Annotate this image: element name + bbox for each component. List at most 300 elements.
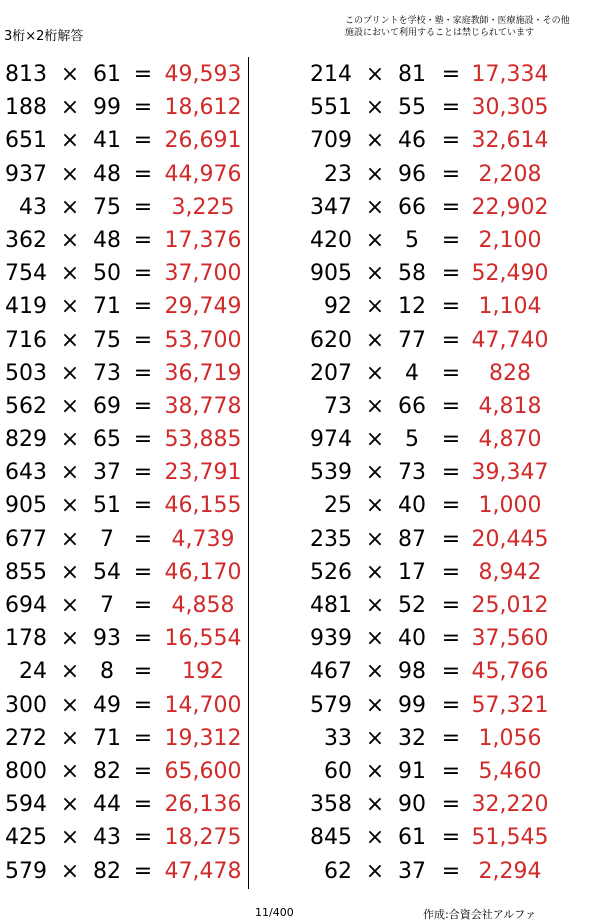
problem-row bbox=[305, 256, 605, 289]
times-sign: × bbox=[365, 659, 385, 685]
equals-sign: = bbox=[441, 261, 461, 287]
multiplier: 46 bbox=[398, 128, 426, 154]
problem-row bbox=[0, 190, 300, 223]
answer: 44,976 bbox=[164, 161, 242, 187]
multiplicand: 73 bbox=[324, 393, 352, 419]
answer: 4,818 bbox=[478, 393, 542, 419]
answer: 32,220 bbox=[471, 792, 549, 818]
equals-sign: = bbox=[441, 62, 461, 87]
answer: 38,778 bbox=[164, 393, 242, 419]
problem-row bbox=[0, 555, 300, 588]
multiplier: 69 bbox=[93, 393, 121, 419]
multiplicand: 974 bbox=[310, 427, 352, 453]
problem-row bbox=[305, 190, 605, 223]
answer: 4,739 bbox=[171, 526, 235, 552]
times-sign: × bbox=[60, 294, 80, 320]
times-sign: × bbox=[60, 758, 80, 784]
multiplicand: 419 bbox=[5, 294, 47, 320]
equals-sign: = bbox=[133, 294, 153, 320]
equals-sign: = bbox=[133, 95, 153, 121]
multiplicand: 562 bbox=[5, 393, 47, 419]
equals-sign: = bbox=[133, 261, 153, 287]
answer: 1,000 bbox=[478, 493, 542, 519]
multiplier: 99 bbox=[398, 692, 426, 718]
equals-sign: = bbox=[133, 128, 153, 154]
multiplicand: 905 bbox=[310, 261, 352, 287]
multiplier: 43 bbox=[93, 825, 121, 851]
equals-sign: = bbox=[441, 161, 461, 187]
multiplier: 51 bbox=[93, 493, 121, 519]
multiplicand: 300 bbox=[5, 692, 47, 718]
answer: 19,312 bbox=[164, 725, 242, 751]
times-sign: × bbox=[365, 758, 385, 784]
times-sign: × bbox=[60, 725, 80, 751]
multiplicand: 716 bbox=[5, 327, 47, 353]
multiplier: 12 bbox=[398, 294, 426, 320]
times-sign: × bbox=[365, 95, 385, 121]
answer: 39,347 bbox=[471, 460, 549, 486]
answer: 65,600 bbox=[164, 758, 242, 784]
times-sign: × bbox=[60, 128, 80, 154]
multiplicand: 855 bbox=[5, 559, 47, 585]
multiplier: 50 bbox=[93, 261, 121, 287]
times-sign: × bbox=[60, 227, 80, 253]
problem-row bbox=[0, 223, 300, 256]
equals-sign: = bbox=[133, 227, 153, 253]
problem-row bbox=[0, 422, 300, 455]
answer: 47,478 bbox=[164, 858, 242, 884]
answer: 47,740 bbox=[471, 327, 549, 353]
multiplicand: 481 bbox=[310, 593, 352, 618]
multiplier: 61 bbox=[398, 825, 426, 851]
answer: 4,870 bbox=[478, 427, 542, 453]
multiplicand: 551 bbox=[310, 95, 352, 121]
multiplier: 71 bbox=[93, 294, 121, 320]
multiplicand: 235 bbox=[310, 526, 352, 552]
times-sign: × bbox=[60, 825, 80, 851]
multiplier: 75 bbox=[93, 327, 121, 353]
answer: 2,294 bbox=[478, 858, 542, 884]
answer: 16,554 bbox=[164, 626, 242, 652]
equals-sign: = bbox=[441, 427, 461, 453]
equals-sign: = bbox=[441, 294, 461, 320]
multiplier: 87 bbox=[398, 526, 426, 552]
answer: 4,858 bbox=[171, 593, 235, 618]
multiplier: 75 bbox=[93, 194, 121, 220]
times-sign: × bbox=[60, 427, 80, 453]
times-sign: × bbox=[365, 128, 385, 154]
multiplier: 7 bbox=[100, 526, 114, 552]
equals-sign: = bbox=[133, 526, 153, 552]
multiplier: 5 bbox=[405, 427, 419, 453]
multiplier: 65 bbox=[93, 427, 121, 453]
times-sign: × bbox=[365, 294, 385, 320]
multiplicand: 23 bbox=[324, 161, 352, 187]
times-sign: × bbox=[365, 427, 385, 453]
multiplier: 91 bbox=[398, 758, 426, 784]
usage-notice-line: このプリントを学校・塾・家庭教師・医療施設・その他 bbox=[345, 16, 570, 26]
author-credit: 作成:合資会社アルファ bbox=[423, 908, 537, 921]
equals-sign: = bbox=[133, 194, 153, 220]
multiplicand: 643 bbox=[5, 460, 47, 486]
equals-sign: = bbox=[441, 327, 461, 353]
equals-sign: = bbox=[133, 327, 153, 353]
answer: 37,560 bbox=[471, 626, 549, 652]
multiplicand: 207 bbox=[310, 360, 352, 386]
problem-row bbox=[305, 455, 605, 488]
multiplicand: 579 bbox=[5, 858, 47, 884]
equals-sign: = bbox=[133, 758, 153, 784]
times-sign: × bbox=[60, 526, 80, 552]
problem-row bbox=[0, 256, 300, 289]
multiplicand: 33 bbox=[324, 725, 352, 751]
multiplier: 37 bbox=[93, 460, 121, 486]
multiplicand: 420 bbox=[310, 227, 352, 253]
times-sign: × bbox=[365, 393, 385, 419]
problem-row bbox=[0, 787, 300, 820]
equals-sign: = bbox=[441, 626, 461, 652]
equals-sign: = bbox=[441, 95, 461, 121]
problem-row bbox=[0, 854, 300, 887]
problem-row bbox=[305, 555, 605, 588]
problem-row bbox=[305, 522, 605, 555]
times-sign: × bbox=[365, 792, 385, 818]
multiplicand: 800 bbox=[5, 758, 47, 784]
answer: 1,056 bbox=[478, 725, 542, 751]
times-sign: × bbox=[60, 261, 80, 287]
equals-sign: = bbox=[441, 493, 461, 519]
times-sign: × bbox=[365, 261, 385, 287]
equals-sign: = bbox=[441, 360, 461, 386]
problem-row bbox=[305, 90, 605, 123]
equals-sign: = bbox=[441, 792, 461, 818]
multiplier: 17 bbox=[398, 559, 426, 585]
multiplicand: 579 bbox=[310, 692, 352, 718]
times-sign: × bbox=[365, 161, 385, 187]
problem-row bbox=[0, 356, 300, 389]
problem-row bbox=[305, 422, 605, 455]
answer: 2,208 bbox=[478, 161, 542, 187]
left-problem-column bbox=[0, 57, 300, 887]
multiplicand: 539 bbox=[310, 460, 352, 486]
multiplier: 41 bbox=[93, 128, 121, 154]
equals-sign: = bbox=[441, 825, 461, 851]
multiplicand: 467 bbox=[310, 659, 352, 685]
answer: 25,012 bbox=[471, 593, 549, 618]
multiplicand: 425 bbox=[5, 825, 47, 851]
equals-sign: = bbox=[441, 460, 461, 486]
times-sign: × bbox=[60, 62, 80, 87]
equals-sign: = bbox=[133, 559, 153, 585]
equals-sign: = bbox=[441, 758, 461, 784]
equals-sign: = bbox=[133, 62, 153, 87]
multiplier: 66 bbox=[398, 393, 426, 419]
equals-sign: = bbox=[133, 593, 153, 618]
page-number: 11/400 bbox=[255, 906, 294, 919]
answer: 30,305 bbox=[471, 95, 549, 121]
answer: 22,902 bbox=[471, 194, 549, 220]
multiplicand: 60 bbox=[324, 758, 352, 784]
multiplier: 71 bbox=[93, 725, 121, 751]
answer: 53,700 bbox=[164, 327, 242, 353]
multiplier: 82 bbox=[93, 858, 121, 884]
equals-sign: = bbox=[133, 460, 153, 486]
multiplicand: 813 bbox=[5, 62, 47, 87]
multiplier: 73 bbox=[93, 360, 121, 386]
equals-sign: = bbox=[441, 593, 461, 618]
problem-row bbox=[305, 588, 605, 621]
times-sign: × bbox=[60, 161, 80, 187]
times-sign: × bbox=[365, 194, 385, 220]
answer: 51,545 bbox=[471, 825, 549, 851]
multiplier: 54 bbox=[93, 559, 121, 585]
multiplier: 8 bbox=[100, 659, 114, 685]
multiplier: 32 bbox=[398, 725, 426, 751]
equals-sign: = bbox=[133, 825, 153, 851]
multiplier: 5 bbox=[405, 227, 419, 253]
times-sign: × bbox=[60, 792, 80, 818]
times-sign: × bbox=[365, 493, 385, 519]
equals-sign: = bbox=[133, 792, 153, 818]
problem-row bbox=[305, 123, 605, 156]
problem-row bbox=[0, 654, 300, 687]
equals-sign: = bbox=[441, 526, 461, 552]
equals-sign: = bbox=[441, 725, 461, 751]
times-sign: × bbox=[365, 460, 385, 486]
equals-sign: = bbox=[441, 659, 461, 685]
times-sign: × bbox=[365, 559, 385, 585]
equals-sign: = bbox=[133, 692, 153, 718]
equals-sign: = bbox=[441, 692, 461, 718]
problem-row bbox=[0, 90, 300, 123]
equals-sign: = bbox=[133, 427, 153, 453]
equals-sign: = bbox=[133, 659, 153, 685]
multiplier: 61 bbox=[93, 62, 121, 87]
times-sign: × bbox=[60, 327, 80, 353]
multiplicand: 829 bbox=[5, 427, 47, 453]
problem-row bbox=[305, 654, 605, 687]
problem-row bbox=[305, 721, 605, 754]
times-sign: × bbox=[365, 725, 385, 751]
problem-row bbox=[0, 721, 300, 754]
multiplicand: 43 bbox=[19, 194, 47, 220]
equals-sign: = bbox=[133, 393, 153, 419]
multiplicand: 905 bbox=[5, 493, 47, 519]
answer: 5,460 bbox=[478, 758, 542, 784]
multiplier: 58 bbox=[398, 261, 426, 287]
equals-sign: = bbox=[133, 725, 153, 751]
equals-sign: = bbox=[441, 559, 461, 585]
multiplier: 4 bbox=[405, 360, 419, 386]
multiplier: 93 bbox=[93, 626, 121, 652]
times-sign: × bbox=[365, 327, 385, 353]
problem-row bbox=[0, 688, 300, 721]
times-sign: × bbox=[365, 227, 385, 253]
right-problem-column bbox=[305, 57, 605, 887]
usage-notice-line: 施設において利用することは禁じられています bbox=[345, 28, 535, 38]
times-sign: × bbox=[365, 626, 385, 652]
multiplicand: 92 bbox=[324, 294, 352, 320]
times-sign: × bbox=[365, 526, 385, 552]
answer: 45,766 bbox=[471, 659, 549, 685]
problem-row bbox=[305, 356, 605, 389]
problem-row bbox=[0, 123, 300, 156]
problem-row bbox=[0, 820, 300, 853]
multiplier: 48 bbox=[93, 227, 121, 253]
answer: 828 bbox=[489, 360, 531, 386]
answer: 2,100 bbox=[478, 227, 542, 253]
times-sign: × bbox=[60, 692, 80, 718]
answer: 46,170 bbox=[164, 559, 242, 585]
multiplicand: 62 bbox=[324, 858, 352, 884]
problem-row bbox=[305, 389, 605, 422]
answer: 20,445 bbox=[471, 526, 549, 552]
answer: 8,942 bbox=[478, 559, 542, 585]
answer: 57,321 bbox=[471, 692, 549, 718]
multiplicand: 188 bbox=[5, 95, 47, 121]
multiplier: 96 bbox=[398, 161, 426, 187]
problem-row bbox=[305, 854, 605, 887]
problem-row bbox=[0, 289, 300, 322]
problem-row bbox=[0, 323, 300, 356]
multiplicand: 594 bbox=[5, 792, 47, 818]
problem-row bbox=[305, 57, 605, 90]
times-sign: × bbox=[60, 858, 80, 884]
problem-row bbox=[0, 754, 300, 787]
answer: 37,700 bbox=[164, 261, 242, 287]
multiplier: 82 bbox=[93, 758, 121, 784]
times-sign: × bbox=[365, 62, 385, 87]
multiplicand: 178 bbox=[5, 626, 47, 652]
answer: 17,376 bbox=[164, 227, 242, 253]
problem-row bbox=[305, 820, 605, 853]
problem-row bbox=[305, 157, 605, 190]
problem-row bbox=[305, 323, 605, 356]
answer: 1,104 bbox=[478, 294, 542, 320]
page-title: 3桁×2桁解答 bbox=[4, 29, 84, 44]
problem-row bbox=[305, 787, 605, 820]
answer: 14,700 bbox=[164, 692, 242, 718]
times-sign: × bbox=[365, 360, 385, 386]
times-sign: × bbox=[365, 825, 385, 851]
multiplicand: 272 bbox=[5, 725, 47, 751]
equals-sign: = bbox=[441, 194, 461, 220]
multiplier: 37 bbox=[398, 858, 426, 884]
answer: 17,334 bbox=[471, 62, 549, 87]
problem-row bbox=[0, 488, 300, 521]
problem-row bbox=[0, 57, 300, 90]
multiplier: 98 bbox=[398, 659, 426, 685]
multiplier: 52 bbox=[398, 593, 426, 618]
problem-row bbox=[305, 289, 605, 322]
answer: 46,155 bbox=[164, 493, 242, 519]
answer: 18,275 bbox=[164, 825, 242, 851]
answer: 26,136 bbox=[164, 792, 242, 818]
multiplicand: 694 bbox=[5, 593, 47, 618]
times-sign: × bbox=[60, 194, 80, 220]
answer: 53,885 bbox=[164, 427, 242, 453]
usage-notice bbox=[345, 15, 570, 39]
multiplicand: 526 bbox=[310, 559, 352, 585]
multiplier: 48 bbox=[93, 161, 121, 187]
multiplicand: 25 bbox=[324, 493, 352, 519]
equals-sign: = bbox=[441, 227, 461, 253]
answer: 23,791 bbox=[164, 460, 242, 486]
problem-row bbox=[0, 621, 300, 654]
problem-row bbox=[305, 488, 605, 521]
times-sign: × bbox=[60, 626, 80, 652]
equals-sign: = bbox=[133, 626, 153, 652]
problem-row bbox=[305, 621, 605, 654]
multiplier: 77 bbox=[398, 327, 426, 353]
times-sign: × bbox=[365, 593, 385, 618]
problem-row bbox=[0, 588, 300, 621]
multiplier: 40 bbox=[398, 493, 426, 519]
equals-sign: = bbox=[441, 393, 461, 419]
multiplicand: 362 bbox=[5, 227, 47, 253]
multiplier: 49 bbox=[93, 692, 121, 718]
equals-sign: = bbox=[133, 493, 153, 519]
times-sign: × bbox=[365, 858, 385, 884]
column-divider bbox=[248, 57, 249, 889]
times-sign: × bbox=[60, 393, 80, 419]
problem-row bbox=[0, 389, 300, 422]
multiplicand: 620 bbox=[310, 327, 352, 353]
multiplicand: 754 bbox=[5, 261, 47, 287]
answer: 3,225 bbox=[171, 194, 235, 220]
times-sign: × bbox=[60, 493, 80, 519]
answer: 36,719 bbox=[164, 360, 242, 386]
multiplier: 81 bbox=[398, 62, 426, 87]
multiplier: 73 bbox=[398, 460, 426, 486]
multiplicand: 358 bbox=[310, 792, 352, 818]
problem-row bbox=[0, 522, 300, 555]
times-sign: × bbox=[365, 692, 385, 718]
multiplier: 55 bbox=[398, 95, 426, 121]
multiplicand: 214 bbox=[310, 62, 352, 87]
multiplicand: 937 bbox=[5, 161, 47, 187]
answer: 18,612 bbox=[164, 95, 242, 121]
equals-sign: = bbox=[133, 161, 153, 187]
times-sign: × bbox=[60, 659, 80, 685]
times-sign: × bbox=[60, 559, 80, 585]
answer: 52,490 bbox=[471, 261, 549, 287]
problem-row bbox=[305, 754, 605, 787]
multiplier: 40 bbox=[398, 626, 426, 652]
times-sign: × bbox=[60, 95, 80, 121]
answer: 26,691 bbox=[164, 128, 242, 154]
multiplicand: 24 bbox=[19, 659, 47, 685]
answer: 29,749 bbox=[164, 294, 242, 320]
multiplicand: 709 bbox=[310, 128, 352, 154]
equals-sign: = bbox=[441, 858, 461, 884]
multiplicand: 677 bbox=[5, 526, 47, 552]
times-sign: × bbox=[60, 360, 80, 386]
multiplier: 44 bbox=[93, 792, 121, 818]
equals-sign: = bbox=[441, 128, 461, 154]
multiplicand: 651 bbox=[5, 128, 47, 154]
times-sign: × bbox=[60, 593, 80, 618]
equals-sign: = bbox=[133, 360, 153, 386]
answer: 192 bbox=[182, 659, 224, 685]
multiplicand: 845 bbox=[310, 825, 352, 851]
multiplier: 90 bbox=[398, 792, 426, 818]
problem-row bbox=[305, 223, 605, 256]
problem-row bbox=[0, 157, 300, 190]
multiplicand: 503 bbox=[5, 360, 47, 386]
times-sign: × bbox=[60, 460, 80, 486]
answer: 49,593 bbox=[164, 62, 242, 87]
